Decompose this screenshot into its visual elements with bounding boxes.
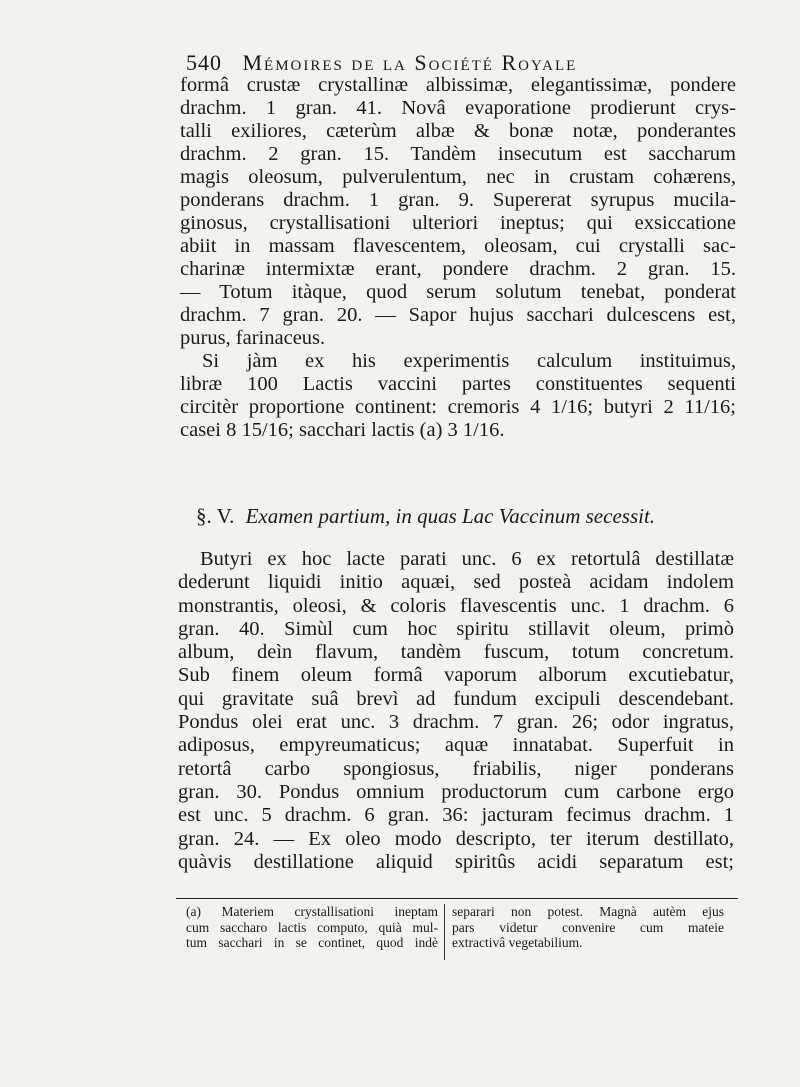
text-line: ginosus, crystallisationi ulteriori ineptus; qui exsiccatione [180,212,736,234]
text-line: quàvis destillatione aliquid spiritûs acidi separatum est; [178,850,734,873]
footnote-line: tum sacchari in se continet, quod indè [186,935,438,950]
text-line: Si jàm ex his experimentis calculum instituimus, [202,350,736,372]
text-block-2 [178,548,734,874]
running-title: Mémoires de la Société Royale [242,50,578,75]
footnote-line: pars videtur convenire cum mateie [452,919,724,935]
text-line: qui gravitate suâ brevì ad fundum excipuli descendebant. [178,687,734,710]
text-line: gran. 40. Simùl cum hoc spiritu stillavit oleum, primò [178,617,734,640]
text-line: — Totum itàque, quod serum solutum tenebat, ponderat [180,281,736,303]
text-block-1 [180,74,736,442]
footnote-rule [176,898,738,899]
footnote-column-2 [452,904,724,951]
page-number: 540 [186,50,222,75]
text-line: purus, farinaceus. [180,327,326,349]
text-line: libræ 100 Lactis vaccini partes constituentes sequenti [180,373,736,395]
text-line: Pondus olei erat unc. 3 drachm. 7 gran. 26; odor ingratus, [178,711,734,734]
footnote-line: cum saccharo lactis computo, quià mul- [186,919,438,935]
text-line: talli exiliores, cæterùm albæ & bonæ notæ, ponderantes [180,120,736,142]
footnote-line: separari non potest. Magnà autèm ejus [452,904,724,919]
text-line: casei 8 15/16; sacchari lactis (a) 3 1/16. [180,419,505,441]
text-line: album, deìn flavum, tandèm fuscum, totum concretum. [178,641,734,664]
text-line: ponderans drachm. 1 gran. 9. Supererat syrupus mucila- [180,189,736,211]
text-line: gran. 24. — Ex oleo modo descripto, ter iterum destillato, [178,827,734,850]
footnote-line: (a) Materiem crystallisationi ineptam [186,904,438,919]
text-line: circitèr proportione continent: cremoris 4 1/16; butyri 2 11/16; [180,396,736,418]
section-title: Examen partium, in quas Lac Vaccinum secessit. [245,504,656,528]
running-header [186,50,726,76]
text-line: dederunt liquidi initio aquæi, sed posteà acidam indolem [178,571,734,594]
text-line: drachm. 7 gran. 20. — Sapor hujus sacchari dulcescens est, [180,304,736,326]
footnote-divider [444,904,445,960]
text-line: adiposus, empyreumaticus; aquæ innatabat. Superfuit in [178,734,734,757]
section-number: §. V. [196,504,235,528]
section-heading [196,504,736,529]
text-line: drachm. 2 gran. 15. Tandèm insecutum est saccharum [180,143,736,165]
text-line: retortâ carbo spongiosus, friabilis, niger ponderans [178,757,734,780]
text-line: Butyri ex hoc lacte parati unc. 6 ex retortulâ destillatæ [200,548,734,570]
text-line: Sub finem oleum formâ vaporum alborum excutiebatur, [178,664,734,687]
text-line: monstrantis, oleosi, & coloris flavescentis unc. 1 drachm. 6 [178,594,734,617]
text-line: magis oleosum, pulverulentum, nec in crustam cohærens, [180,166,736,188]
text-line: formâ crustæ crystallinæ albissimæ, elegantissimæ, pondere [180,74,736,96]
footnote-line: extractivâ vegetabilium. [452,935,583,950]
text-line: charinæ intermixtæ erant, pondere drachm. 2 gran. 15. [180,258,736,280]
text-line: abiit in massam flavescentem, oleosam, cui crystalli sac- [180,235,736,257]
text-line: drachm. 1 gran. 41. Novâ evaporatione prodierunt crys- [180,97,736,119]
text-line: est unc. 5 drachm. 6 gran. 36: jacturam fecimus drachm. 1 [178,804,734,827]
text-line: gran. 30. Pondus omnium productorum cum carbone ergo [178,780,734,803]
footnote-column-1 [186,904,438,951]
